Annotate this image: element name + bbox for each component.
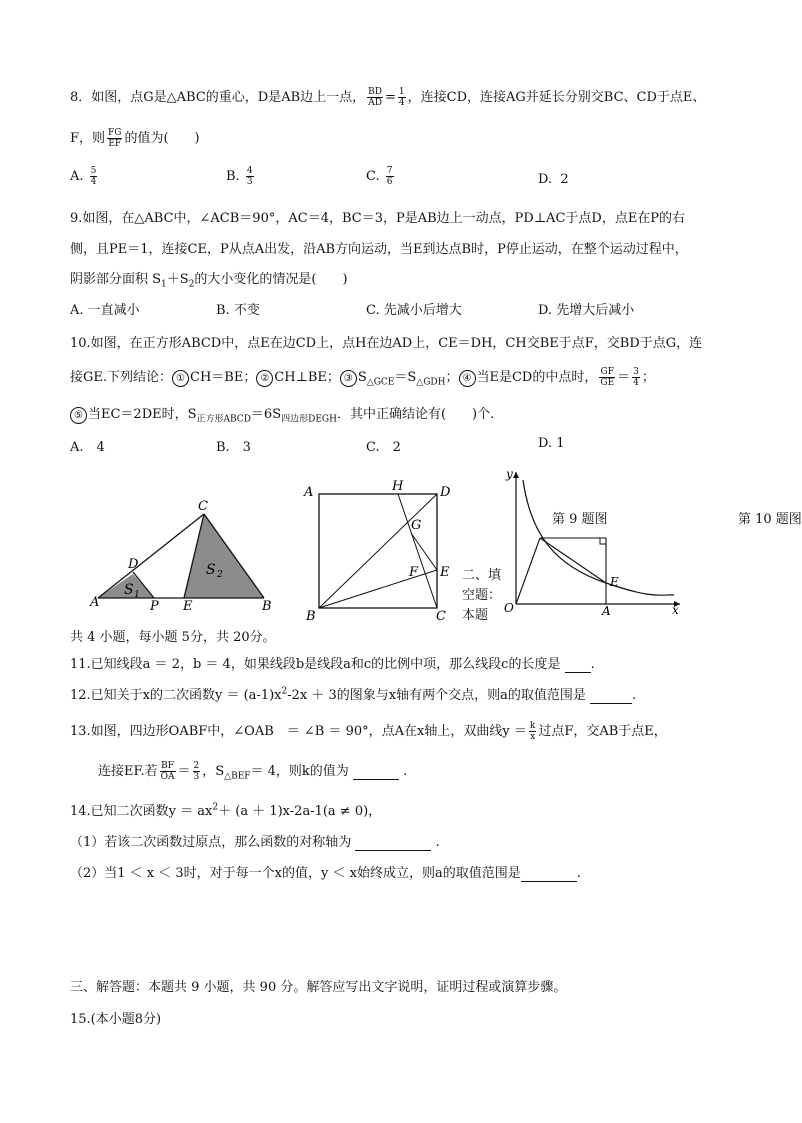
q10-line2	[70, 366, 655, 388]
q8-ratio-fraction	[367, 87, 383, 108]
q10-c3-end: ；	[445, 370, 459, 385]
q9-option-d[interactable]: D. 先增大后减小	[538, 303, 635, 318]
circled-1: ①	[172, 370, 189, 387]
q8-line1	[70, 86, 705, 108]
fig10-label-e: E	[440, 565, 450, 580]
q10-c3a: S	[357, 370, 367, 385]
q8-rhs-fraction	[398, 87, 406, 108]
fig9-label-s2: S	[206, 562, 216, 578]
q10-c4-den: GE	[600, 378, 615, 388]
fig13-segment-of	[516, 538, 540, 604]
option-den: 4	[90, 177, 97, 187]
fig13-right-angle-mark	[600, 538, 606, 544]
q13-ratio-fraction	[160, 761, 176, 782]
q10-c4-num: GF	[600, 367, 614, 377]
fig9-label-p: P	[150, 599, 159, 614]
q10-c4-rfraction	[632, 367, 640, 388]
q10-c4-rden: 4	[633, 378, 639, 388]
option-den: 6	[386, 177, 393, 187]
q11-end: .	[590, 657, 595, 672]
q10-c4-eq: ＝	[617, 370, 631, 385]
option-letter: D.	[538, 172, 553, 187]
q11-text: 11.已知线段a ＝ 2，b ＝ 4，如果线段b是线段a和c的比例中项，那么线段c的长度是	[70, 657, 561, 672]
q8-rhs-num: 1	[398, 87, 405, 97]
q14-2-answer-blank[interactable]	[521, 866, 577, 882]
circled-2: ②	[256, 370, 273, 387]
q11-answer-blank[interactable]	[565, 657, 591, 673]
fig9-label-a: A	[90, 595, 100, 610]
q13-end: .	[403, 764, 408, 779]
sec2-title-part-a: 二、填	[462, 568, 502, 583]
q10-c4-end: ；	[641, 370, 655, 385]
q13-k-fraction	[529, 721, 536, 742]
q8-ask-num: FG	[108, 128, 122, 138]
fig10-label-b: B	[306, 609, 316, 624]
sec2-title-part-c: 本题	[462, 608, 489, 623]
fig13-label-y: y	[506, 467, 513, 481]
q13-value-fraction	[193, 761, 201, 782]
q12-line	[70, 684, 636, 704]
fig10-label-f: F	[409, 565, 419, 580]
q8-option-b[interactable]	[226, 166, 256, 187]
q10-c5-sub-b: 四边形DEGH	[281, 414, 337, 425]
option-den: 3	[246, 177, 253, 187]
q8-option-a[interactable]	[70, 166, 99, 187]
q8-ask-den: EF	[108, 139, 122, 149]
fig13-label-o: O	[504, 601, 514, 615]
q10-option-d[interactable]: D. 1	[538, 436, 565, 451]
q10-option-a[interactable]: A. 4	[70, 440, 105, 455]
q10-c3-sub-a: △GCE	[366, 377, 395, 388]
q9-line3	[70, 268, 348, 290]
fig10-label-h: H	[392, 479, 404, 494]
fig9-label-s2-sub: 2	[217, 570, 223, 580]
fig10-segment-ch	[398, 494, 437, 608]
option-num: 4	[246, 166, 253, 176]
q13-line1	[70, 720, 667, 742]
q8-ratio-num: BD	[368, 87, 382, 97]
q14-1-text: （1）若该二次函数过原点，那么函数的对称轴为	[70, 835, 352, 850]
q13-sub: △BEF	[224, 771, 251, 782]
fig9-label-d: D	[128, 557, 139, 572]
option-letter: B.	[226, 169, 240, 184]
q10-option-b[interactable]: B. 3	[216, 440, 251, 455]
q10-c4: 当E是CD的中点时，	[476, 370, 598, 385]
circled-5: ⑤	[70, 407, 87, 424]
q10-option-c[interactable]: C. 2	[366, 440, 401, 455]
fig10-segment-be	[319, 570, 437, 608]
q12-sup: 2	[281, 686, 288, 697]
fig13-label-a: A	[602, 604, 611, 618]
q14-2-end: .	[576, 866, 581, 881]
q10-c5b: ＝6S	[250, 407, 282, 422]
q10-c4-rnum: 3	[633, 367, 639, 377]
q10-c1: CH＝BE；	[190, 370, 257, 385]
q14-text-b: ＋ (a ＋ 1)x-2a-1(a ≠ 0)，	[218, 804, 382, 819]
q10-c5-sub-a: 正方形ABCD	[196, 414, 251, 425]
q13-text-e: ，S	[202, 764, 225, 779]
q9-option-a[interactable]: A. 一直减小	[70, 303, 140, 318]
q14-1-line	[70, 831, 440, 851]
q10-text: 接GE.下列结论：	[70, 370, 173, 385]
q13-value-den: 3	[193, 772, 200, 782]
option-num: 7	[386, 166, 393, 176]
fig10-label-a: A	[304, 485, 314, 500]
option-num: 5	[90, 166, 97, 176]
fig9-shaded-s2	[184, 514, 264, 598]
q8-text-d: 的值为( )	[124, 131, 200, 146]
q15-heading: 15.(本小题8分)	[70, 1012, 162, 1027]
option-letter: C.	[366, 169, 380, 184]
q14-text-a: 14.已知二次函数y ＝ ax	[70, 804, 213, 819]
q9-line1: 9.如图，在△ABC中，∠ACB＝90°，AC＝4，BC＝3，P是AB边上一动点，PD⊥AC于点D，点E在P的右	[70, 211, 686, 226]
fig9-caption: 第 9 题图	[552, 512, 608, 527]
q8-ask-fraction	[107, 128, 122, 149]
q10-c2: CH⊥BE；	[274, 370, 340, 385]
q10-c3b: ＝S	[394, 370, 417, 385]
fig13-label-e: E	[610, 575, 619, 589]
q9-sub1: 1	[161, 279, 167, 290]
q13-k-den: x	[530, 732, 536, 742]
q10-c3-sub-b: △GDH	[416, 377, 446, 388]
fig9-triangle-diagram	[86, 498, 286, 616]
q13-text-c: 连接EF.若	[98, 764, 158, 779]
fig13-hyperbola-diagram	[496, 466, 686, 618]
q14-line	[70, 800, 381, 819]
q8-text: 8．如图，点G是△ABC的重心，D是AB边上一点，	[70, 90, 366, 105]
sec2-intro: 共 4 小题，每小题 5分，共 20分。	[70, 630, 276, 645]
q13-text-a: 13.如图，四边形OABF中，∠OAB ＝ ∠B ＝ 90°，点A在x轴上，双曲线y ＝	[70, 724, 527, 739]
q10-c4-fraction	[599, 367, 615, 388]
circled-4: ④	[459, 370, 476, 387]
q13-ratio-num: BF	[161, 761, 174, 771]
fig9-label-b: B	[262, 599, 272, 614]
q10-line1: 10.如图，在正方形ABCD中，点E在边CD上，点H在边AD上，CE＝DH，CH交BE于点F，交BD于点G，连	[70, 336, 703, 351]
q12-answer-blank[interactable]	[590, 688, 632, 704]
q9-text-b: 的大小变化的情况是( )	[194, 272, 348, 287]
sec3-title: 三、解答题：本题共 9 小题，共 90 分。解答应写出文字说明，证明过程或演算步骤。	[70, 980, 567, 995]
q13-value-num: 2	[193, 761, 200, 771]
q8-rhs-den: 4	[398, 98, 405, 108]
fig13-segment-fe	[540, 538, 606, 583]
q8-text-b: ，连接CD，连接AG并延长分别交BC、CD于点E、	[407, 90, 706, 105]
q9-text: 阴影部分面积 S	[70, 272, 162, 287]
q9-sub2: 2	[188, 279, 195, 290]
fig10-label-g: G	[411, 518, 422, 533]
q8-text-c: F，则	[70, 131, 106, 146]
fig10-label-d: D	[440, 485, 451, 500]
q10-c5a: 当EC＝2DE时，S	[88, 407, 197, 422]
fig10-square-diagram	[300, 478, 462, 624]
q14-1-answer-blank[interactable]	[355, 835, 431, 851]
q14-sup: 2	[212, 802, 219, 813]
q8-eq: =	[385, 90, 396, 105]
q10-line3	[70, 403, 494, 425]
sec2-title-part-b: 空题：	[462, 588, 502, 603]
option-text: 2	[560, 172, 569, 187]
q13-eq: ＝	[177, 764, 191, 779]
q14-2-line	[70, 862, 581, 882]
q12-text-a: 12.已知关于x的二次函数y ＝ (a-1)x	[70, 688, 282, 703]
q9-line2: 侧，且PE＝1，连接CE，P从点A出发，沿AB方向运动，当E到达点B时，P停止运动，在整个运动过程中，	[70, 242, 688, 257]
q13-line2	[98, 760, 407, 782]
q12-end: .	[632, 688, 637, 703]
q8-option-d[interactable]	[538, 172, 569, 187]
q11-line	[70, 653, 595, 673]
q14-1-end: .	[435, 835, 440, 850]
fig9-label-e: E	[183, 599, 193, 614]
q13-text-b: 过点F，交AB于点E，	[538, 724, 667, 739]
fig10-diagonal-bd	[319, 494, 437, 608]
option-letter: A.	[70, 169, 84, 184]
q13-k-num: k	[529, 721, 536, 731]
fig9-label-c: C	[198, 499, 208, 514]
q13-answer-blank[interactable]	[353, 764, 399, 780]
circled-3: ③	[340, 370, 357, 387]
q13-ratio-den: OA	[160, 772, 175, 782]
fig13-label-x: x	[672, 603, 679, 617]
q8-ratio-den: AD	[368, 98, 382, 108]
fig9-label-s1: S	[124, 582, 134, 598]
q12-text-b: -2x ＋ 3的图象与x轴有两个交点，则a的取值范围是	[287, 688, 586, 703]
fig10-caption: 第 10 题图	[738, 512, 802, 527]
fig10-label-c: C	[436, 609, 446, 624]
q14-2-text: （2）当1 ＜ x ＜ 3时，对于每一个x的值，y ＜ x始终成立，则a的取值范围是	[70, 866, 521, 881]
q9-plus: ＋S	[166, 272, 189, 287]
q8-line2	[70, 127, 200, 149]
fig9-label-s1-sub: 1	[134, 590, 140, 600]
q9-option-c[interactable]: C. 先减小后增大	[366, 303, 462, 318]
q13-text-f: ＝ 4，则k的值为	[250, 764, 349, 779]
fig13-y-arrow	[513, 472, 519, 478]
q9-option-b[interactable]: B. 不变	[216, 303, 260, 318]
q8-option-c[interactable]	[366, 166, 396, 187]
q10-c5c: ．其中正确结论有( )个.	[336, 407, 495, 422]
